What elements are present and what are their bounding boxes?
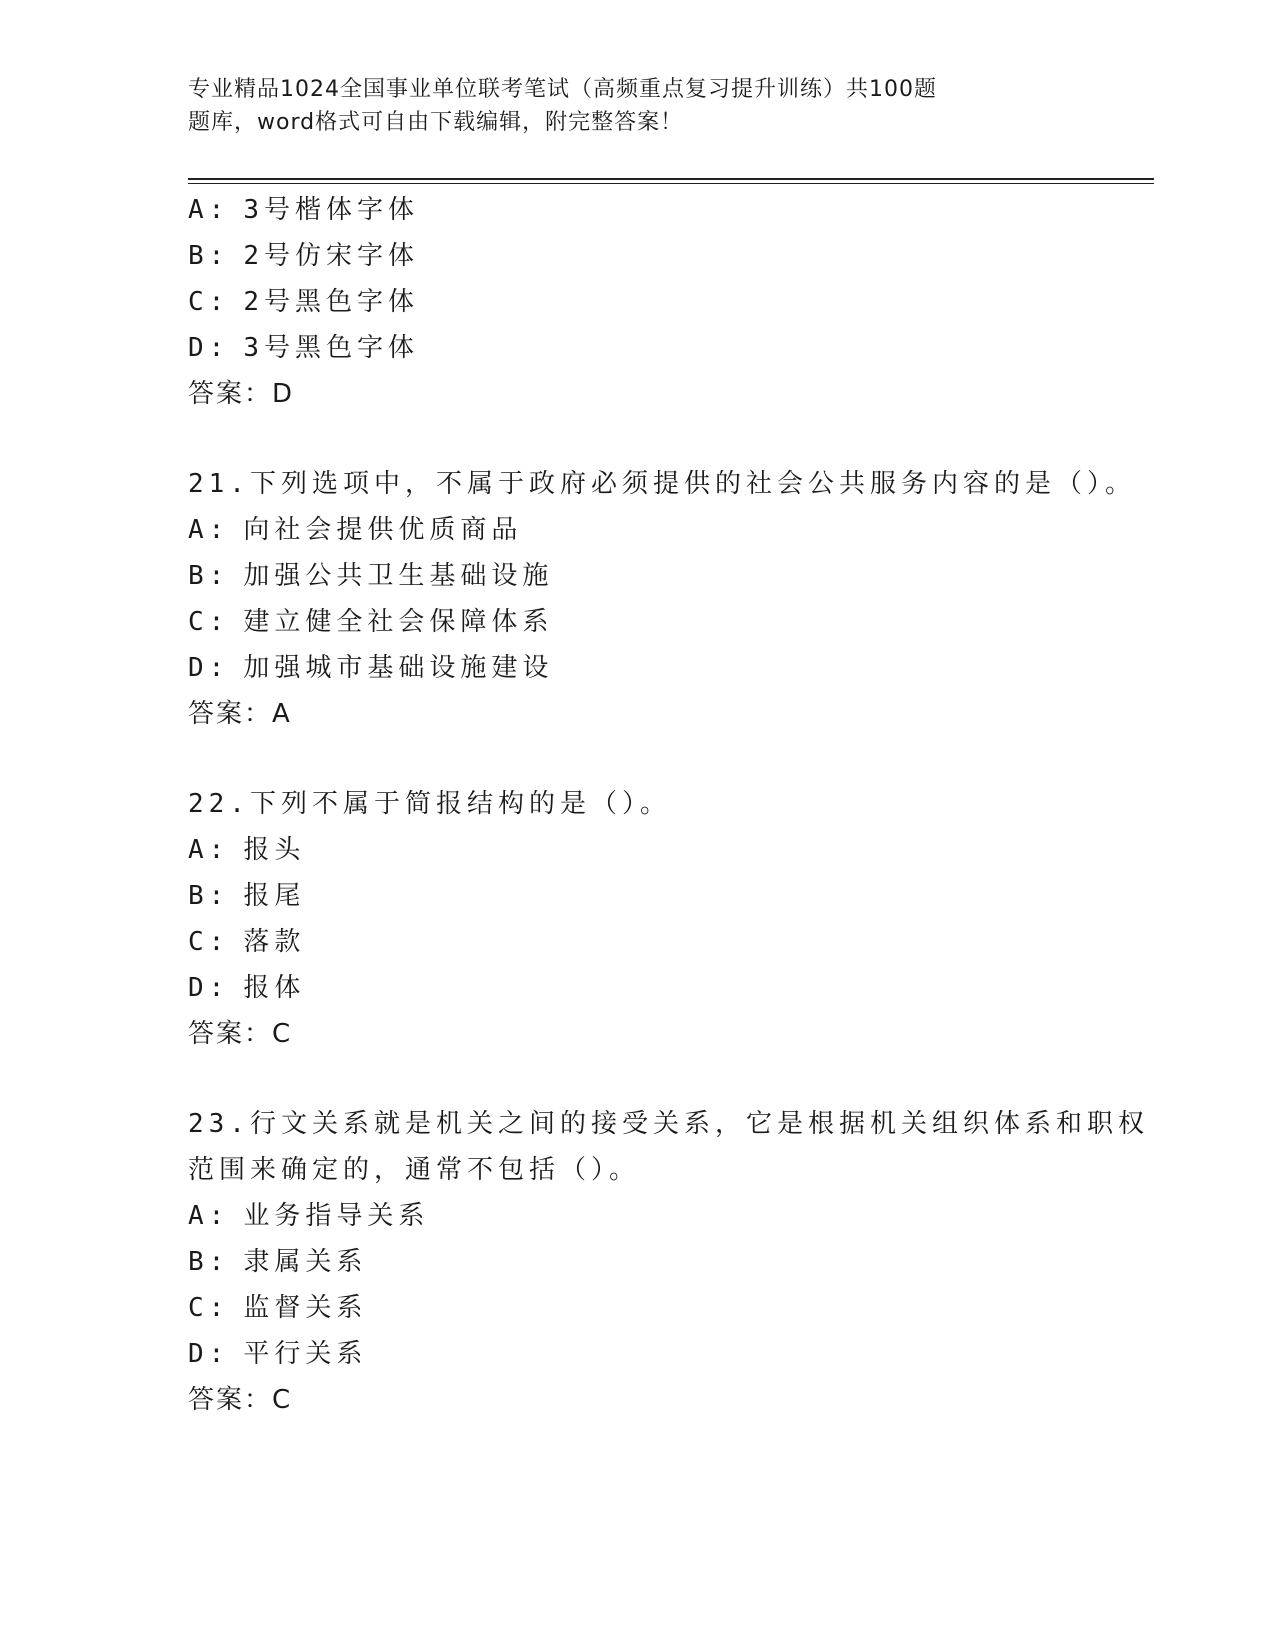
option-d xyxy=(188,645,1154,691)
option-text: 平行关系 xyxy=(243,1339,368,1369)
option-c xyxy=(188,919,1154,965)
option-key: D: xyxy=(188,653,230,683)
option-key: D: xyxy=(188,333,230,363)
question-block-23 xyxy=(188,1101,1154,1423)
option-b xyxy=(188,873,1154,919)
option-key: C: xyxy=(188,607,230,637)
option-text: 落款 xyxy=(243,927,306,957)
option-text: 2号黑色字体 xyxy=(243,287,419,317)
question-stem: 23.行文关系就是机关之间的接受关系，它是根据机关组织体系和职权 xyxy=(188,1109,1149,1139)
option-c xyxy=(188,1285,1154,1331)
option-a xyxy=(188,507,1154,553)
spacer xyxy=(188,417,1154,461)
option-key: A: xyxy=(188,515,230,545)
option-b xyxy=(188,1239,1154,1285)
question-block-prev xyxy=(188,187,1154,417)
option-d xyxy=(188,325,1154,371)
option-key: A: xyxy=(188,835,230,865)
option-a xyxy=(188,1193,1154,1239)
option-key: B: xyxy=(188,561,230,591)
option-text: 报体 xyxy=(243,973,306,1003)
document-header xyxy=(188,73,1008,139)
option-key: B: xyxy=(188,881,230,911)
question-stem-continued: 范围来确定的，通常不包括（）。 xyxy=(188,1155,641,1185)
question-list xyxy=(188,187,1154,1423)
answer-line: 答案：D xyxy=(188,379,295,409)
answer-line: 答案：A xyxy=(188,699,292,729)
option-key: C: xyxy=(188,1293,230,1323)
option-c xyxy=(188,279,1154,325)
option-text: 3号楷体字体 xyxy=(243,195,419,225)
option-text: 业务指导关系 xyxy=(243,1201,430,1231)
option-text: 报头 xyxy=(243,835,306,865)
option-text: 3号黑色字体 xyxy=(243,333,419,363)
option-text: 加强城市基础设施建设 xyxy=(243,653,554,683)
option-text: 加强公共卫生基础设施 xyxy=(243,561,554,591)
option-key: C: xyxy=(188,927,230,957)
option-d xyxy=(188,965,1154,1011)
option-b xyxy=(188,233,1154,279)
option-a xyxy=(188,187,1154,233)
option-text: 报尾 xyxy=(243,881,306,911)
option-text: 监督关系 xyxy=(243,1293,368,1323)
spacer xyxy=(188,1057,1154,1101)
question-stem: 22.下列不属于简报结构的是（）。 xyxy=(188,789,671,819)
option-text: 隶属关系 xyxy=(243,1247,368,1277)
option-key: A: xyxy=(188,195,230,225)
option-key: D: xyxy=(188,1339,230,1369)
option-c xyxy=(188,599,1154,645)
option-a xyxy=(188,827,1154,873)
option-d xyxy=(188,1331,1154,1377)
option-key: B: xyxy=(188,241,230,271)
header-title-line-1: 专业精品1024全国事业单位联考笔试（高频重点复习提升训练）共100题 xyxy=(188,77,937,102)
header-divider-thin xyxy=(188,183,1154,184)
spacer xyxy=(188,737,1154,781)
question-stem: 21.下列选项中，不属于政府必须提供的社会公共服务内容的是（）。 xyxy=(188,469,1136,499)
answer-line: 答案：C xyxy=(188,1019,293,1049)
option-text: 建立健全社会保障体系 xyxy=(243,607,554,637)
option-key: B: xyxy=(188,1247,230,1277)
option-key: C: xyxy=(188,287,230,317)
header-divider-thick xyxy=(188,178,1154,180)
option-key: D: xyxy=(188,973,230,1003)
option-b xyxy=(188,553,1154,599)
option-text: 2号仿宋字体 xyxy=(243,241,419,271)
answer-line: 答案：C xyxy=(188,1385,293,1415)
option-key: A: xyxy=(188,1201,230,1231)
question-block-22 xyxy=(188,781,1154,1057)
header-title-line-2: 题库，word格式可自由下载编辑，附完整答案！ xyxy=(188,110,684,135)
question-block-21 xyxy=(188,461,1154,737)
option-text: 向社会提供优质商品 xyxy=(243,515,523,545)
